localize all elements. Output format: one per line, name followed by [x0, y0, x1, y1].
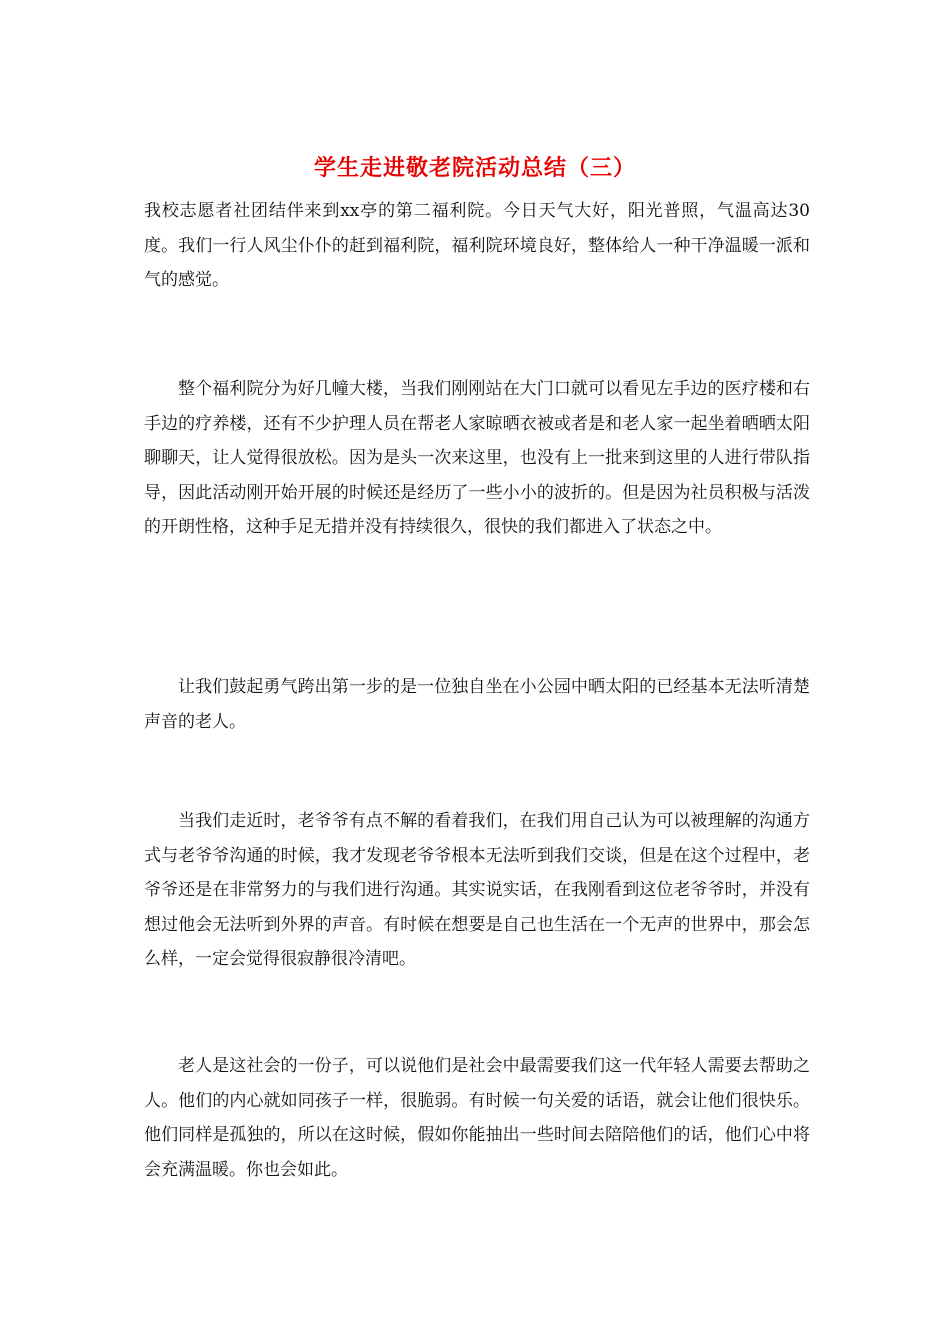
paragraph-intro: 我校志愿者社团结伴来到xx亭的第二福利院。今日天气大好，阳光普照，气温高达30度。我们一行人风尘仆仆的赶到福利院，福利院环境良好，整体给人一种干净温暖一派和气的感觉。: [144, 201, 810, 290]
paragraph-first-step: 让我们鼓起勇气跨出第一步的是一位独自坐在小公园中晒太阳的已经基本无法听清楚声音的老人。: [144, 677, 810, 732]
document-title: 学生走进敬老院活动总结（三）: [313, 155, 636, 181]
paragraph-welfare-home: 整个福利院分为好几幢大楼，当我们刚刚站在大门口就可以看见左手边的医疗楼和右手边的疗养楼，还有不少护理人员在帮老人家晾晒衣被或者是和老人家一起坐着晒晒太阳聊聊天，让人觉得很放松。因为是头一次来这里，也没有上一批来到这里的人进行带队指导，因此活动刚开始开展的时候还是经历了一些小小的波折的。但是因为社员积极与活泼的开朗性格，这种手足无措并没有持续很久，很快的我们都进入了状态之中。: [144, 379, 810, 537]
paragraph-grandpa: 当我们走近时，老爷爷有点不解的看着我们，在我们用自己认为可以被理解的沟通方式与老爷爷沟通的时候，我才发现老爷爷根本无法听到我们交谈，但是在这个过程中，老爷爷还是在非常努力的与我们进行沟通。其实说实话，在我刚看到这位老爷爷时，并没有想过他会无法听到外界的声音。有时候在想要是自己也生活在一个无声的世界中，那会怎么样，一定会觉得很寂静很冷清吧。: [144, 811, 810, 969]
paragraph-conclusion: 老人是这社会的一份子，可以说他们是社会中最需要我们这一代年轻人需要去帮助之人。他们的内心就如同孩子一样，很脆弱。有时候一句关爱的话语，就会让他们很快乐。他们同样是孤独的，所以在这时候，假如你能抽出一些时间去陪陪他们的话，他们心中将会充满温暖。你也会如此。: [144, 1056, 810, 1180]
